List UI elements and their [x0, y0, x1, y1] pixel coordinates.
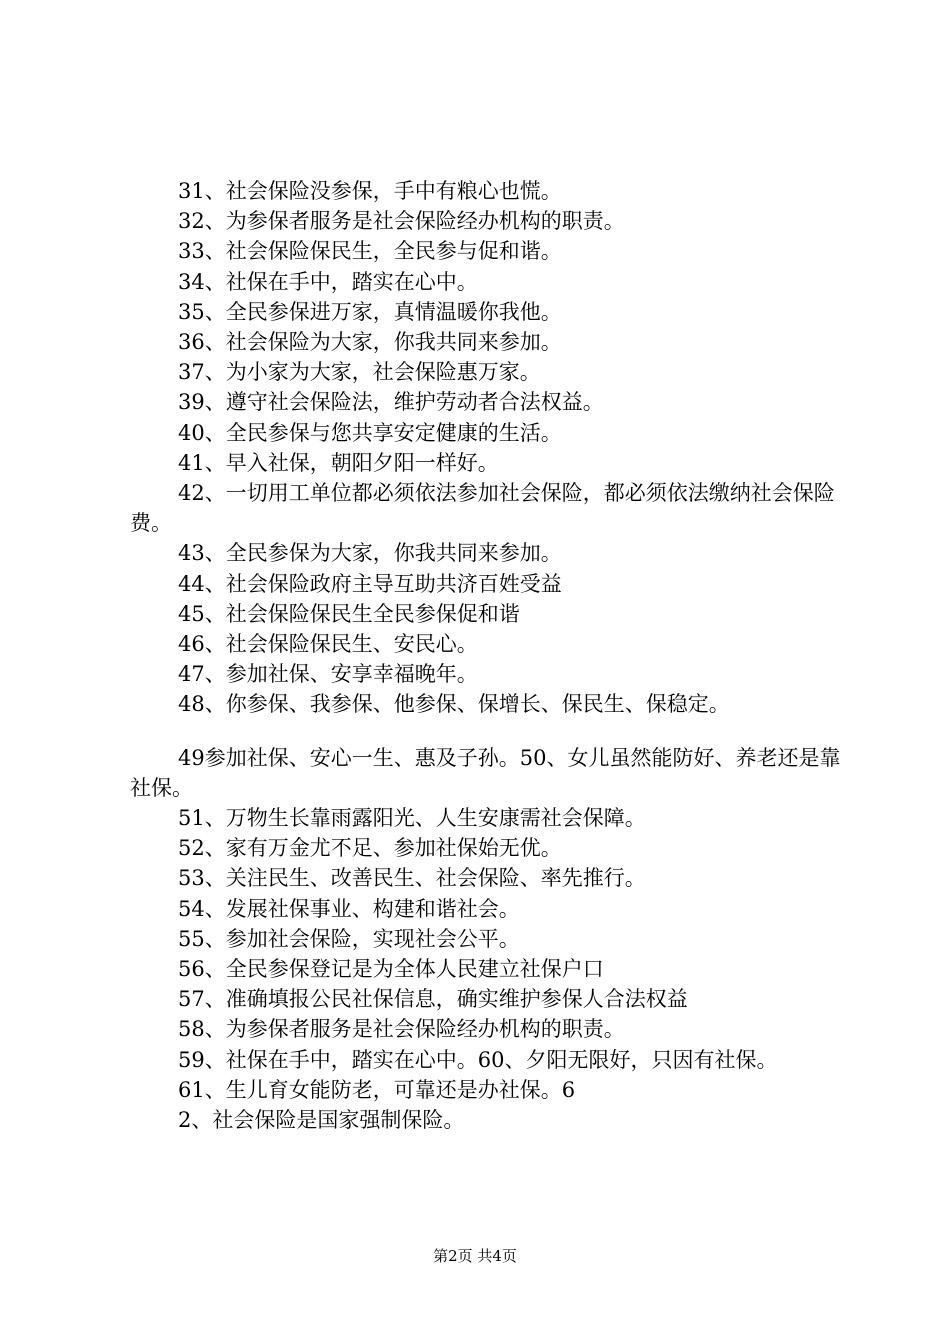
paragraph-34: 34、社保在手中，踏实在心中。 [178, 269, 478, 294]
paragraph-31: 31、社会保险没参保，手中有粮心也慌。 [178, 179, 562, 203]
paragraph-37: 37、为小家为大家，社会保险惠万家。 [178, 360, 541, 385]
paragraph-44: 44、社会保险政府主导互助共济百姓受益 [178, 571, 562, 596]
paragraph-45: 45、社会保险保民生全民参保促和谐 [178, 601, 520, 626]
paragraph-46: 46、社会保险保民生、安民心。 [178, 632, 478, 657]
paragraph-49-50: 49参加社保、安心一生、惠及子孙。50、女儿虽然能防好、养老还是靠社保。 [130, 745, 841, 800]
paragraph-53: 53、关注民生、改善民生、社会保险、率先推行。 [178, 866, 646, 891]
paragraph-54: 54、发展社保事业、构建和谐社会。 [178, 896, 520, 921]
document-body [130, 176, 850, 1135]
page-footer [0, 1246, 950, 1266]
paragraph-58: 58、为参保者服务是社会保险经办机构的职责。 [178, 1017, 625, 1042]
paragraph-36: 36、社会保险为大家，你我共同来参加。 [178, 330, 562, 355]
paragraph-33: 33、社会保险保民生，全民参与促和谐。 [178, 239, 562, 264]
paragraph-57: 57、准确填报公民社保信息，确实维护参保人合法权益 [178, 987, 688, 1012]
paragraph-55: 55、参加社会保险，实现社会公平。 [178, 926, 520, 951]
paragraph-62: 2、社会保险是国家强制保险。 [178, 1108, 465, 1133]
paragraph-41: 41、早入社保，朝阳夕阳一样好。 [178, 450, 499, 475]
paragraph-59-60: 59、社保在手中，踏实在心中。60、夕阳无限好，只因有社保。 [178, 1047, 778, 1072]
paragraph-43: 43、全民参保为大家，你我共同来参加。 [178, 541, 562, 566]
paragraph-40: 40、全民参保与您共享安定健康的生活。 [178, 420, 562, 445]
paragraph-47: 47、参加社保、安享幸福晚年。 [178, 662, 478, 687]
paragraph-32: 32、为参保者服务是社会保险经办机构的职责。 [178, 209, 625, 234]
page-number-label: 第2页 共4页 [433, 1247, 517, 1265]
paragraph-42: 42、一切用工单位都必须依法参加社会保险，都必须依法缴纳社会保险费。 [130, 481, 835, 536]
paragraph-52: 52、家有万金尤不足、参加社保始无优。 [178, 836, 562, 861]
paragraph-61: 61、生儿育女能防老，可靠还是办社保。6 [178, 1077, 576, 1102]
paragraph-56: 56、全民参保登记是为全体人民建立社保户口 [178, 957, 604, 982]
paragraph-39: 39、遵守社会保险法，维护劳动者合法权益。 [178, 390, 604, 415]
paragraph-48: 48、你参保、我参保、他参保、保增长、保民生、保稳定。 [178, 692, 730, 717]
paragraph-35: 35、全民参保进万家，真情温暖你我他。 [178, 299, 562, 324]
paragraph-51: 51、万物生长靠雨露阳光、人生安康需社会保障。 [178, 806, 646, 831]
